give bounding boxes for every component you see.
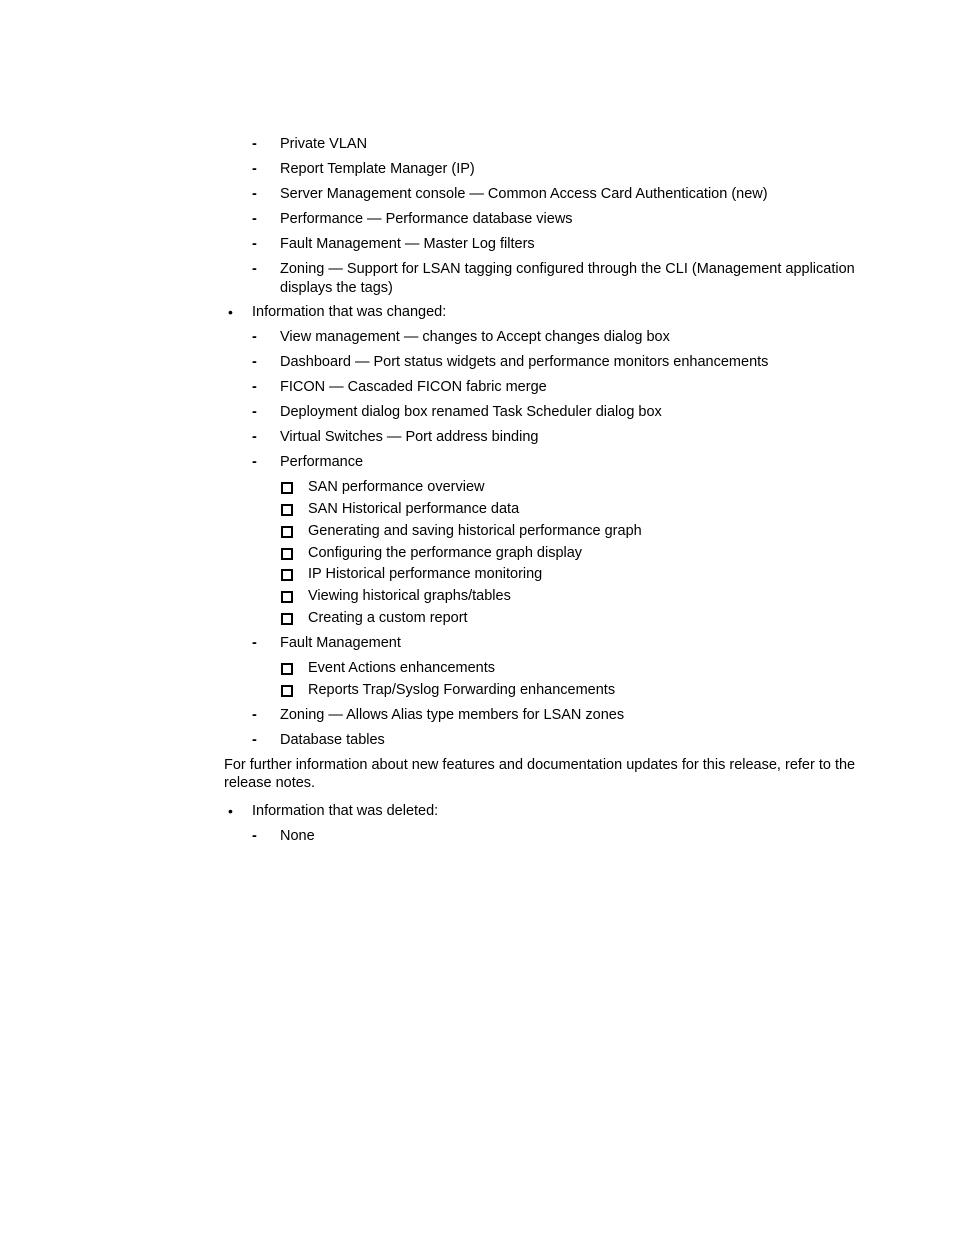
- sub-list-item-text: SAN Historical performance data: [308, 501, 520, 517]
- list-item-text: Deployment dialog box renamed Task Scheduler dialog box: [280, 404, 662, 420]
- square-bullet-icon: [281, 569, 293, 581]
- section-heading: Information that was changed:: [252, 304, 447, 320]
- sub-list-item-text: Event Actions enhancements: [308, 660, 496, 676]
- list-item-text: Zoning — Allows Alias type members for LSAN zones: [280, 707, 625, 723]
- square-bullet-icon: [281, 685, 293, 697]
- sub-list-item-text: Creating a custom report: [308, 610, 468, 626]
- sub-list-item-text: Viewing historical graphs/tables: [308, 588, 511, 604]
- list-item-text: Virtual Switches — Port address binding: [280, 429, 539, 445]
- dash-marker: -: [252, 707, 257, 723]
- list-item-text: Zoning — Support for LSAN tagging configured through the CLI (Management application: [280, 261, 855, 277]
- list-item-text: Fault Management — Master Log filters: [280, 236, 535, 252]
- dash-marker: -: [252, 236, 257, 252]
- sub-list-item-text: SAN performance overview: [308, 479, 485, 495]
- dash-marker: -: [252, 329, 257, 345]
- square-bullet-icon: [281, 482, 293, 494]
- square-bullet-icon: [281, 663, 293, 675]
- dash-marker: -: [252, 429, 257, 445]
- sub-list-item-text: Configuring the performance graph display: [308, 545, 583, 561]
- section-heading: Information that was deleted:: [252, 803, 439, 819]
- dash-marker: -: [252, 732, 257, 748]
- dash-marker: -: [252, 161, 257, 177]
- list-item-text: Performance — Performance database views: [280, 211, 573, 227]
- dash-marker: -: [252, 404, 257, 420]
- dash-marker: -: [252, 186, 257, 202]
- sub-list-item-text: Generating and saving historical performance graph: [308, 523, 642, 539]
- dash-marker: -: [252, 136, 257, 152]
- list-item-text: None: [280, 828, 315, 844]
- square-bullet-icon: [281, 526, 293, 538]
- dash-marker: -: [252, 454, 257, 470]
- sub-list-item-text: Reports Trap/Syslog Forwarding enhancements: [308, 682, 616, 698]
- dash-marker: -: [252, 635, 257, 651]
- list-item-text: Dashboard — Port status widgets and performance monitors enhancements: [280, 354, 769, 370]
- list-item-text: Private VLAN: [280, 136, 368, 152]
- further-info-paragraph: For further information about new features and documentation updates for this release, refer to the release notes.: [224, 757, 856, 791]
- list-item-text: Report Template Manager (IP): [280, 161, 475, 177]
- list-item-text: View management — changes to Accept changes dialog box: [280, 329, 670, 345]
- list-item-text: Server Management console — Common Access Card Authentication (new): [280, 186, 768, 202]
- square-bullet-icon: [281, 504, 293, 516]
- list-item-text: FICON — Cascaded FICON fabric merge: [280, 379, 547, 395]
- square-bullet-icon: [281, 591, 293, 603]
- square-bullet-icon: [281, 548, 293, 560]
- square-bullet-icon: [281, 613, 293, 625]
- dash-marker: -: [252, 261, 257, 277]
- list-item-text: Database tables: [280, 732, 385, 748]
- bullet-marker: •: [228, 803, 233, 819]
- list-item-text: displays the tags): [280, 280, 393, 296]
- list-item-text: Fault Management: [280, 635, 401, 651]
- dash-marker: -: [252, 828, 257, 844]
- list-item-text: Performance: [280, 454, 364, 470]
- dash-marker: -: [252, 354, 257, 370]
- dash-marker: -: [252, 211, 257, 227]
- sub-list-item-text: IP Historical performance monitoring: [308, 566, 543, 582]
- dash-marker: -: [252, 379, 257, 395]
- bullet-marker: •: [228, 304, 233, 320]
